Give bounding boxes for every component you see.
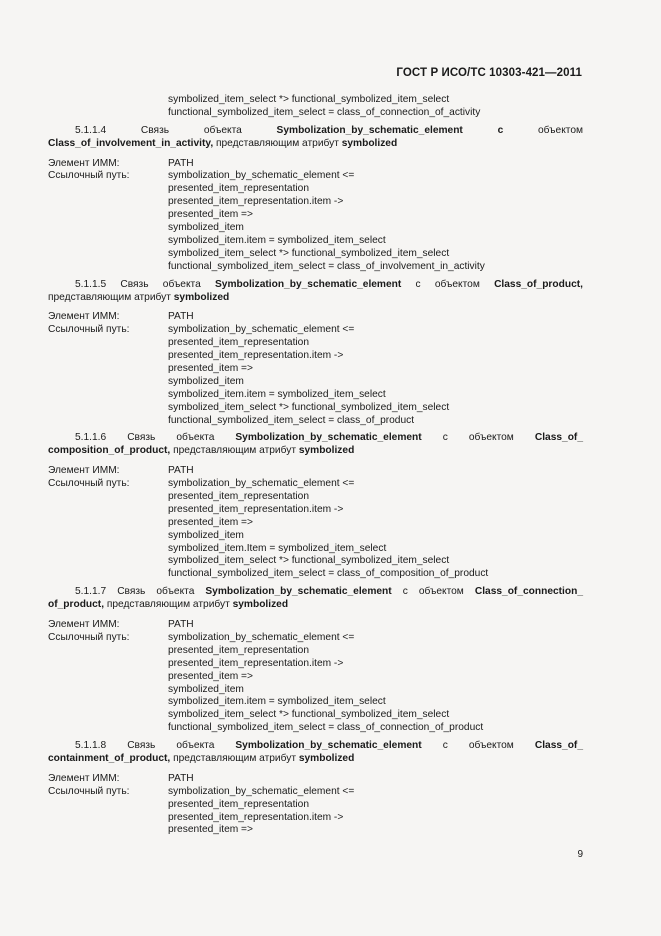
path-line: functional_symbolized_item_select = class_of_connection_of_activity — [168, 106, 481, 118]
entity-name: Symbolization_by_schematic_element — [235, 432, 422, 444]
path-line: presented_item_representation — [168, 337, 310, 349]
heading-word: с — [442, 740, 448, 752]
imm-element-value: PATH — [168, 157, 194, 169]
section-number: 5.1.1.6 — [75, 432, 107, 444]
target-entity: Class_of_product, — [494, 278, 583, 290]
path-line: symbolization_by_schematic_element <= — [168, 170, 355, 182]
path-line: symbolized_item_select *> functional_symbolized_item_select — [168, 401, 450, 413]
path-line: symbolization_by_schematic_element <= — [168, 478, 355, 490]
path-line: symbolized_item_select *> functional_symbolized_item_select — [168, 555, 450, 567]
target-entity: composition_of_product, — [48, 445, 171, 457]
heading-word: объектом — [434, 278, 480, 290]
path-line: symbolized_item_select *> functional_symbolized_item_select — [168, 709, 450, 721]
section-heading-cont — [48, 292, 583, 305]
reference-path-row — [48, 478, 583, 491]
path-line: symbolization_by_schematic_element <= — [168, 324, 355, 336]
attribute-name: symbolized — [173, 291, 230, 303]
imm-element-value: PATH — [168, 772, 194, 784]
heading-word: объекта — [156, 586, 195, 598]
path-line: presented_item => — [168, 670, 253, 682]
path-line: presented_item_representation.item -> — [168, 503, 344, 515]
heading-word: объекта — [203, 124, 242, 136]
imm-element-value: PATH — [168, 465, 194, 477]
path-line: presented_item => — [168, 362, 253, 374]
attribute-name: symbolized — [298, 753, 355, 764]
section-heading-cont — [48, 445, 583, 458]
imm-element-label: Элемент ИММ: — [48, 311, 120, 323]
imm-element-row — [48, 619, 583, 632]
reference-path-label: Ссылочный путь: — [48, 478, 130, 490]
path-line: functional_symbolized_item_select = class_of_composition_of_product — [168, 568, 489, 580]
heading-word: объектом — [538, 124, 583, 136]
target-entity: containment_of_product, — [48, 753, 171, 764]
path-line: presented_item_representation.item -> — [168, 196, 344, 208]
path-line: symbolized_item.item = symbolized_item_select — [168, 388, 386, 400]
heading-word: Связь — [127, 432, 156, 444]
imm-element-row — [48, 465, 583, 478]
heading-word: объектом — [468, 432, 514, 444]
attribute-name: symbolized — [298, 445, 355, 457]
section-heading-cont — [48, 753, 583, 766]
document-header: ГОСТ Р ИСО/ТС 10303-421—2011 — [396, 67, 582, 79]
section-number: 5.1.1.5 — [75, 278, 107, 290]
heading-text: представляющим атрибут — [170, 753, 299, 764]
reference-path-row — [48, 786, 583, 799]
path-line: presented_item_representation — [168, 644, 310, 656]
imm-element-label: Элемент ИММ: — [48, 772, 120, 784]
section-5-1-1-8 — [48, 740, 583, 837]
imm-element-label: Элемент ИММ: — [48, 157, 120, 169]
section-heading — [48, 279, 583, 292]
imm-element-row — [48, 773, 583, 786]
heading-word: объекта — [176, 432, 215, 444]
section-5-1-1-6 — [48, 432, 583, 581]
path-line: symbolized_item_select *> functional_symbolized_item_select — [168, 247, 450, 259]
path-line: presented_item_representation.item -> — [168, 657, 344, 669]
reference-path-label: Ссылочный путь: — [48, 324, 130, 336]
target-entity: Class_of_ — [534, 740, 583, 752]
path-line: presented_item => — [168, 209, 253, 221]
heading-text: представляющим атрибут — [213, 137, 342, 149]
path-line: functional_symbolized_item_select = class_of_product — [168, 414, 415, 426]
heading-text: представляющим атрибут — [170, 445, 299, 457]
path-line: functional_symbolized_item_select = class_of_connection_of_product — [168, 722, 484, 734]
intro-path-block — [48, 94, 583, 120]
section-number: 5.1.1.7 — [75, 586, 107, 598]
heading-word: объектом — [468, 740, 514, 752]
reference-path-label: Ссылочный путь: — [48, 785, 130, 797]
attribute-name: symbolized — [232, 599, 289, 611]
path-line: presented_item_representation — [168, 491, 310, 503]
section-heading-cont — [48, 599, 583, 612]
reference-path-row — [48, 170, 583, 183]
reference-path-row — [48, 324, 583, 337]
reference-path-row — [48, 632, 583, 645]
imm-element-label: Элемент ИММ: — [48, 619, 120, 631]
heading-word: объектом — [418, 586, 464, 598]
target-entity: Class_of_ — [534, 432, 583, 444]
heading-word: с — [402, 586, 408, 598]
path-line: presented_item_representation — [168, 183, 310, 195]
entity-name: Symbolization_by_schematic_element — [276, 124, 463, 136]
entity-name: Symbolization_by_schematic_element — [215, 278, 402, 290]
section-5-1-1-5 — [48, 279, 583, 428]
attribute-name: symbolized — [341, 137, 398, 149]
path-line: presented_item_representation — [168, 798, 310, 810]
section-heading — [48, 586, 583, 599]
section-heading — [48, 125, 583, 138]
imm-element-row — [48, 311, 583, 324]
heading-word: с — [415, 278, 421, 290]
section-number: 5.1.1.8 — [75, 740, 107, 752]
path-line: functional_symbolized_item_select = class_of_involvement_in_activity — [168, 260, 485, 272]
path-line: symbolized_item_select *> functional_symbolized_item_select — [168, 94, 450, 105]
section-heading-cont — [48, 138, 583, 151]
path-line: symbolized_item — [168, 683, 244, 695]
page-number: 9 — [577, 849, 583, 860]
heading-word: Связь — [127, 740, 156, 752]
path-line: presented_item => — [168, 516, 253, 528]
imm-element-row — [48, 158, 583, 171]
path-line: symbolized_item.Item = symbolized_item_select — [168, 542, 387, 554]
heading-word: объекта — [162, 278, 201, 290]
path-line: symbolization_by_schematic_element <= — [168, 631, 355, 643]
heading-word: Связь — [117, 586, 146, 598]
path-line: symbolized_item — [168, 222, 244, 234]
section-heading — [48, 740, 583, 753]
heading-word: Связь — [140, 124, 170, 136]
entity-name: Symbolization_by_schematic_element — [235, 740, 422, 752]
heading-word: с — [442, 432, 448, 444]
heading-text: представляющим атрибут — [104, 599, 233, 611]
section-heading — [48, 432, 583, 445]
heading-word: объекта — [176, 740, 215, 752]
heading-word: Связь — [120, 278, 149, 290]
path-line: symbolization_by_schematic_element <= — [168, 785, 355, 797]
imm-element-value: PATH — [168, 619, 194, 631]
target-entity: of_product, — [48, 599, 105, 611]
target-entity: Class_of_involvement_in_activity, — [48, 137, 214, 149]
path-line: presented_item => — [168, 824, 253, 836]
path-line: symbolized_item.item = symbolized_item_select — [168, 696, 386, 708]
path-line: symbolized_item — [168, 375, 244, 387]
entity-name: Symbolization_by_schematic_element — [205, 586, 392, 598]
path-line: presented_item_representation.item -> — [168, 811, 344, 823]
path-line: symbolized_item.item = symbolized_item_select — [168, 234, 386, 246]
section-5-1-1-4 — [48, 125, 583, 274]
path-line: presented_item_representation.item -> — [168, 350, 344, 362]
section-number: 5.1.1.4 — [75, 124, 107, 136]
path-line: symbolized_item — [168, 529, 244, 541]
reference-path-label: Ссылочный путь: — [48, 631, 130, 643]
reference-path-label: Ссылочный путь: — [48, 170, 130, 182]
document-body — [48, 94, 583, 837]
heading-word: с — [497, 124, 504, 136]
heading-text: представляющим атрибут — [48, 291, 174, 303]
section-5-1-1-7 — [48, 586, 583, 735]
target-entity: Class_of_connection_ — [474, 586, 583, 598]
imm-element-label: Элемент ИММ: — [48, 465, 120, 477]
imm-element-value: PATH — [168, 311, 194, 323]
